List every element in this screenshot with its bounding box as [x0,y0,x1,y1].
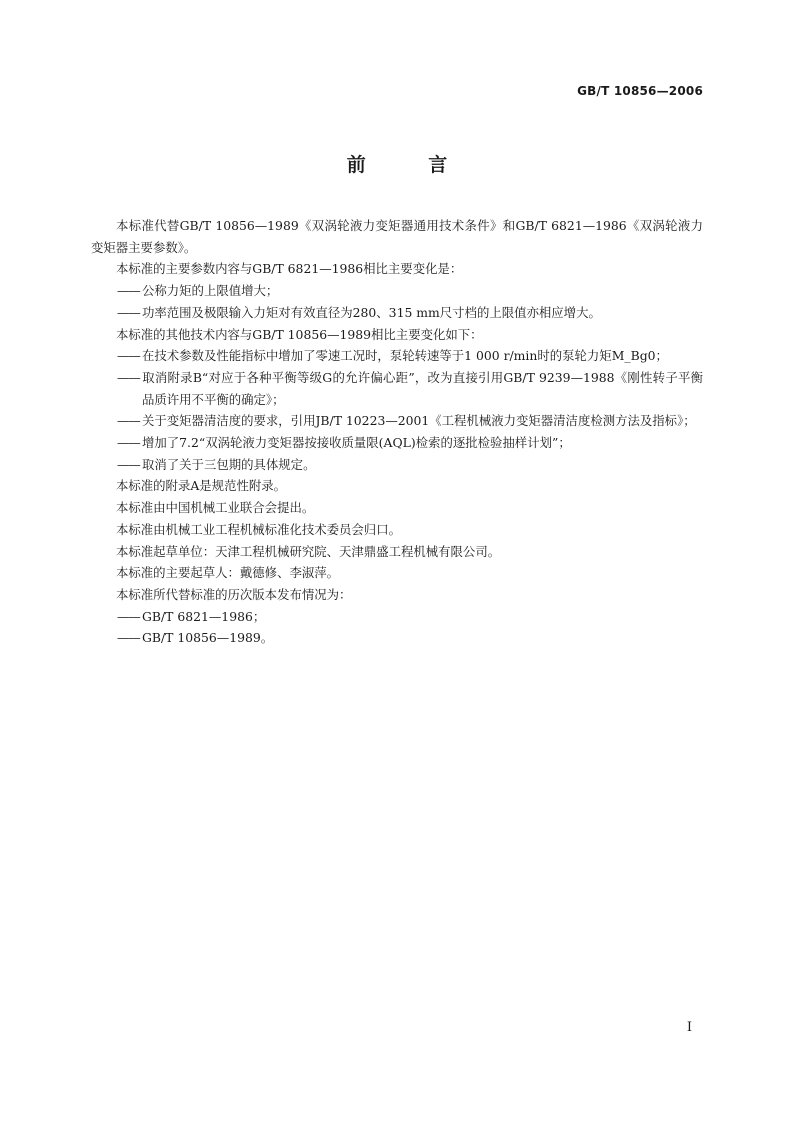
list-item-text: 在技术参数及性能指标中增加了零速工况时，泵轮转速等于1 000 r/min时的泵轮力矩M_Bg0； [142,348,668,364]
dash-marker: —— [117,304,140,320]
paragraph: 本标准起草单位：天津工程机械研究院、天津鼎盛工程机械有限公司。 [116,543,501,559]
list-item-text: 公称力矩的上限值增大； [142,283,279,299]
dash-marker: —— [117,283,140,299]
list-item-text: 功率范围及极限输入力矩对有效直径为280、315 mm尺寸档的上限值亦相应增大。 [142,304,601,320]
list-item [91,410,703,432]
paragraph: 本标准由中国机械工业联合会提出。 [116,500,315,516]
list-item [91,280,703,302]
list-item [91,606,703,628]
list-item-text: GB/T 6821—1986； [142,608,266,624]
page-title: 前 言 [346,154,476,176]
list-item [91,345,703,367]
list-item-text: 取消了关于三包期的具体规定。 [142,456,316,472]
list-item-text: 取消附录B“对应于各种平衡等级G的允许偏心距”，改为直接引用GB/T 9239—1988《刚性转子平衡品质许用不平衡的确定》； [142,369,703,407]
paragraph: 本标准的其他技术内容与GB/T 10856—1989相比主要变化如下： [116,326,483,342]
list-item [91,367,703,410]
paragraph: 本标准的附录A是规范性附录。 [116,478,287,494]
paragraph: 本标准代替GB/T 10856—1989《双涡轮液力变矩器通用技术条件》和GB/T 6821—1986《双涡轮液力变矩器主要参数》。 [91,218,703,255]
dash-marker: —— [117,608,140,624]
paragraph: 本标准所代替标准的历次版本发布情况为： [116,586,352,602]
list-item-text: 关于变矩器清洁度的要求，引用JB/T 10223—2001《工程机械液力变矩器清洁度检测方法及指标》； [142,413,696,429]
paragraph: 本标准由机械工业工程机械标准化技术委员会归口。 [116,521,401,537]
list-item [91,302,703,324]
list-item [91,454,703,476]
page-number: I [686,1020,692,1035]
standard-code: GB/T 10856—2006 [577,84,703,98]
dash-marker: —— [117,435,140,451]
dash-marker: —— [117,456,140,472]
dash-marker: —— [117,413,140,429]
list-item-text: 增加了7.2“双涡轮液力变矩器按接收质量限(AQL)检索的逐批检验抽样计划”； [142,435,571,451]
list-item [91,432,703,454]
paragraph: 本标准的主要起草人：戴德修、李淑萍。 [116,565,340,581]
list-item [91,627,703,649]
dash-marker: —— [117,348,140,364]
list-item-text: GB/T 10856—1989。 [142,630,274,646]
paragraph: 本标准的主要参数内容与GB/T 6821—1986相比主要变化是： [116,261,463,277]
foreword-body [91,215,703,649]
dash-marker: —— [117,630,140,646]
dash-marker: —— [117,369,140,385]
